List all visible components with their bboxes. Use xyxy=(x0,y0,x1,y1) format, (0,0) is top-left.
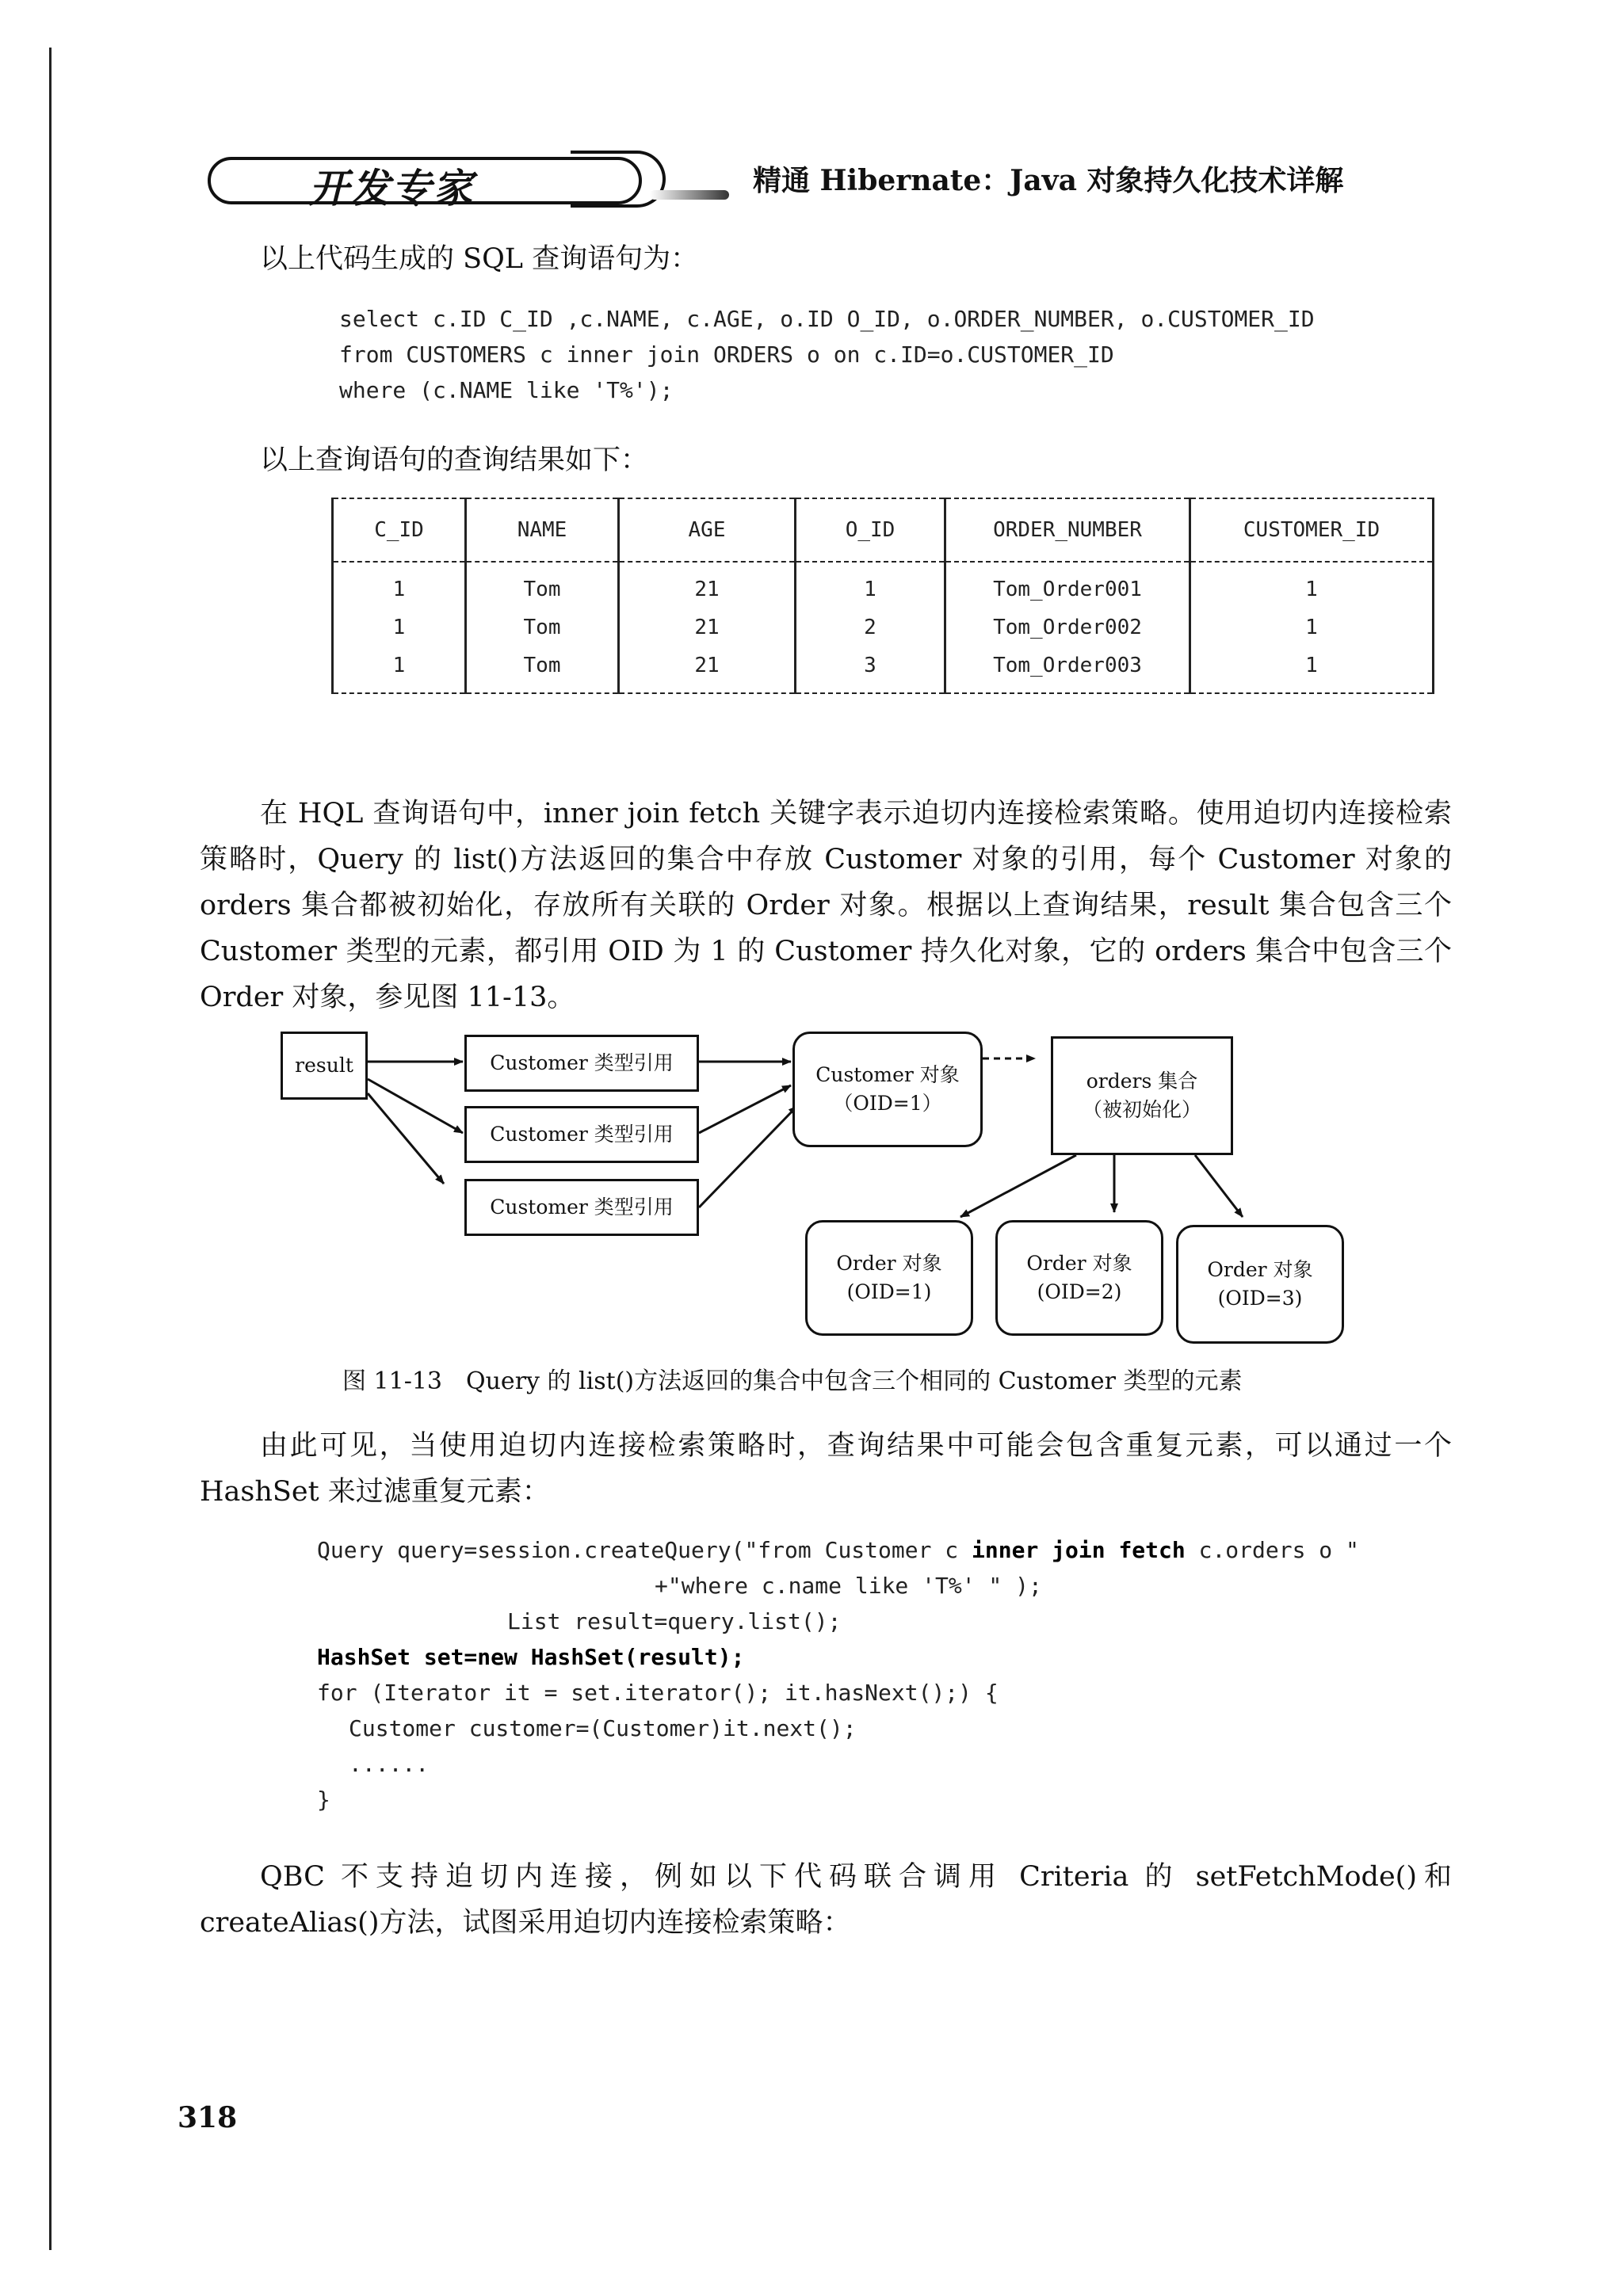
column-header: AGE xyxy=(619,498,796,562)
table-cell: 1 xyxy=(333,562,466,608)
column-header: O_ID xyxy=(796,498,945,562)
table-cell: 3 xyxy=(796,646,945,693)
intro-sql-text: 以上代码生成的 SQL 查询语句为： xyxy=(260,243,699,275)
column-header: NAME xyxy=(466,498,619,562)
orders-set-status: （被初始化） xyxy=(1082,1098,1201,1121)
table-cell: Tom xyxy=(466,562,619,608)
sql-code-line: from CUSTOMERS c inner join ORDERS o on c.ID=o.CUSTOMER_ID xyxy=(339,341,1114,368)
table-cell: 1 xyxy=(1190,646,1434,693)
result-box: result xyxy=(281,1032,368,1100)
table-cell: 1 xyxy=(1190,562,1434,608)
table-cell: Tom_Order002 xyxy=(945,608,1190,646)
order-object-box xyxy=(995,1220,1163,1336)
table-cell: 1 xyxy=(333,646,466,693)
customer-reference-box: Customer 类型引用 xyxy=(464,1035,699,1092)
column-header: ORDER_NUMBER xyxy=(945,498,1190,562)
java-code-line: +"where c.name like 'T%' " ); xyxy=(655,1573,1042,1599)
column-header: CUSTOMER_ID xyxy=(1190,498,1434,562)
orders-set-label: orders 集合 xyxy=(1086,1070,1198,1093)
table-cell: 1 xyxy=(1190,608,1434,646)
table-cell: 21 xyxy=(619,646,796,693)
sql-code-line: select c.ID C_ID ,c.NAME, c.AGE, o.ID O_ID, o.ORDER_NUMBER, o.CUSTOMER_ID xyxy=(339,306,1315,332)
customer-object-oid: （OID=1） xyxy=(833,1092,942,1115)
customer-object-label: Customer 对象 xyxy=(815,1063,960,1086)
table-cell: 21 xyxy=(619,562,796,608)
code-segment: c.orders o " xyxy=(1185,1537,1359,1563)
order-object-box xyxy=(1176,1225,1344,1344)
code-keyword: HashSet set=new HashSet(result); xyxy=(317,1644,745,1670)
java-code-line xyxy=(317,1639,744,1675)
java-code-line xyxy=(317,1532,1359,1568)
paragraph-qbc: QBC 不支持迫切内连接，例如以下代码联合调用 Criteria 的 setFetchMode()和 createAlias()方法，试图采用迫切内连接检索策略： xyxy=(200,1861,1452,1939)
table-cell: 1 xyxy=(333,608,466,646)
column-header: C_ID xyxy=(333,498,466,562)
orders-set-box xyxy=(1051,1036,1233,1155)
order-object-oid: (OID=3) xyxy=(1217,1287,1303,1310)
header-title: 精通 Hibernate：Java 对象持久化技术详解 xyxy=(753,164,1344,197)
table-cell: 2 xyxy=(796,608,945,646)
table-cell: Tom_Order003 xyxy=(945,646,1190,693)
order-object-oid: (OID=2) xyxy=(1037,1280,1122,1303)
order-object-oid: (OID=1) xyxy=(846,1280,932,1303)
order-object-box xyxy=(805,1220,973,1336)
paragraph-hashset: 由此可见，当使用迫切内连接检索策略时，查询结果中可能会包含重复元素，可以通过一个 HashSet 来过滤重复元素： xyxy=(200,1430,1452,1508)
java-code-line: List result=query.list(); xyxy=(507,1608,842,1634)
page-number: 318 xyxy=(178,2101,238,2134)
java-code-line: ...... xyxy=(349,1751,430,1777)
order-object-label: Order 对象 xyxy=(836,1252,942,1275)
customer-reference-box: Customer 类型引用 xyxy=(464,1179,699,1236)
order-object-label: Order 对象 xyxy=(1207,1258,1313,1281)
java-code-line: Customer customer=(Customer)it.next(); xyxy=(349,1715,857,1741)
sql-code-line: where (c.NAME like 'T%'); xyxy=(339,377,674,403)
intro-result-text: 以上查询语句的查询结果如下： xyxy=(260,444,649,476)
customer-object-box xyxy=(792,1032,983,1147)
code-segment: Query query=session.createQuery("from Customer c xyxy=(317,1537,972,1563)
java-code-line: for (Iterator it = set.iterator(); it.hasNext();) { xyxy=(317,1680,999,1706)
header-badge: 开发专家 xyxy=(309,166,474,212)
order-object-label: Order 对象 xyxy=(1026,1252,1132,1275)
paragraph-fetch-strategy: 在 HQL 查询语句中，inner join fetch 关键字表示迫切内连接检索策略。使用迫切内连接检索策略时，Query 的 list()方法返回的集合中存放 Customer 对象的引用，每个 Customer 对象的 orders 集合都被初始化，存放所有关联的 Order 对象。根据以上查询结果，result 集合包含三个 Customer 类型的元素，都引用 OID 为 1 的 Customer 持久化对象，它的 orders 集合中包含三个 Order 对象，参见图 11-13。 xyxy=(200,798,1452,1013)
table-cell: 1 xyxy=(796,562,945,608)
table-cell: Tom xyxy=(466,608,619,646)
table-cell: 21 xyxy=(619,608,796,646)
java-code-line: } xyxy=(317,1787,330,1813)
figure-caption: 图 11-13 Query 的 list()方法返回的集合中包含三个相同的 Customer 类型的元素 xyxy=(342,1367,1243,1395)
table-cell: Tom_Order001 xyxy=(945,562,1190,608)
table-cell: Tom xyxy=(466,646,619,693)
code-keyword: inner join fetch xyxy=(972,1537,1186,1563)
customer-reference-box: Customer 类型引用 xyxy=(464,1106,699,1163)
